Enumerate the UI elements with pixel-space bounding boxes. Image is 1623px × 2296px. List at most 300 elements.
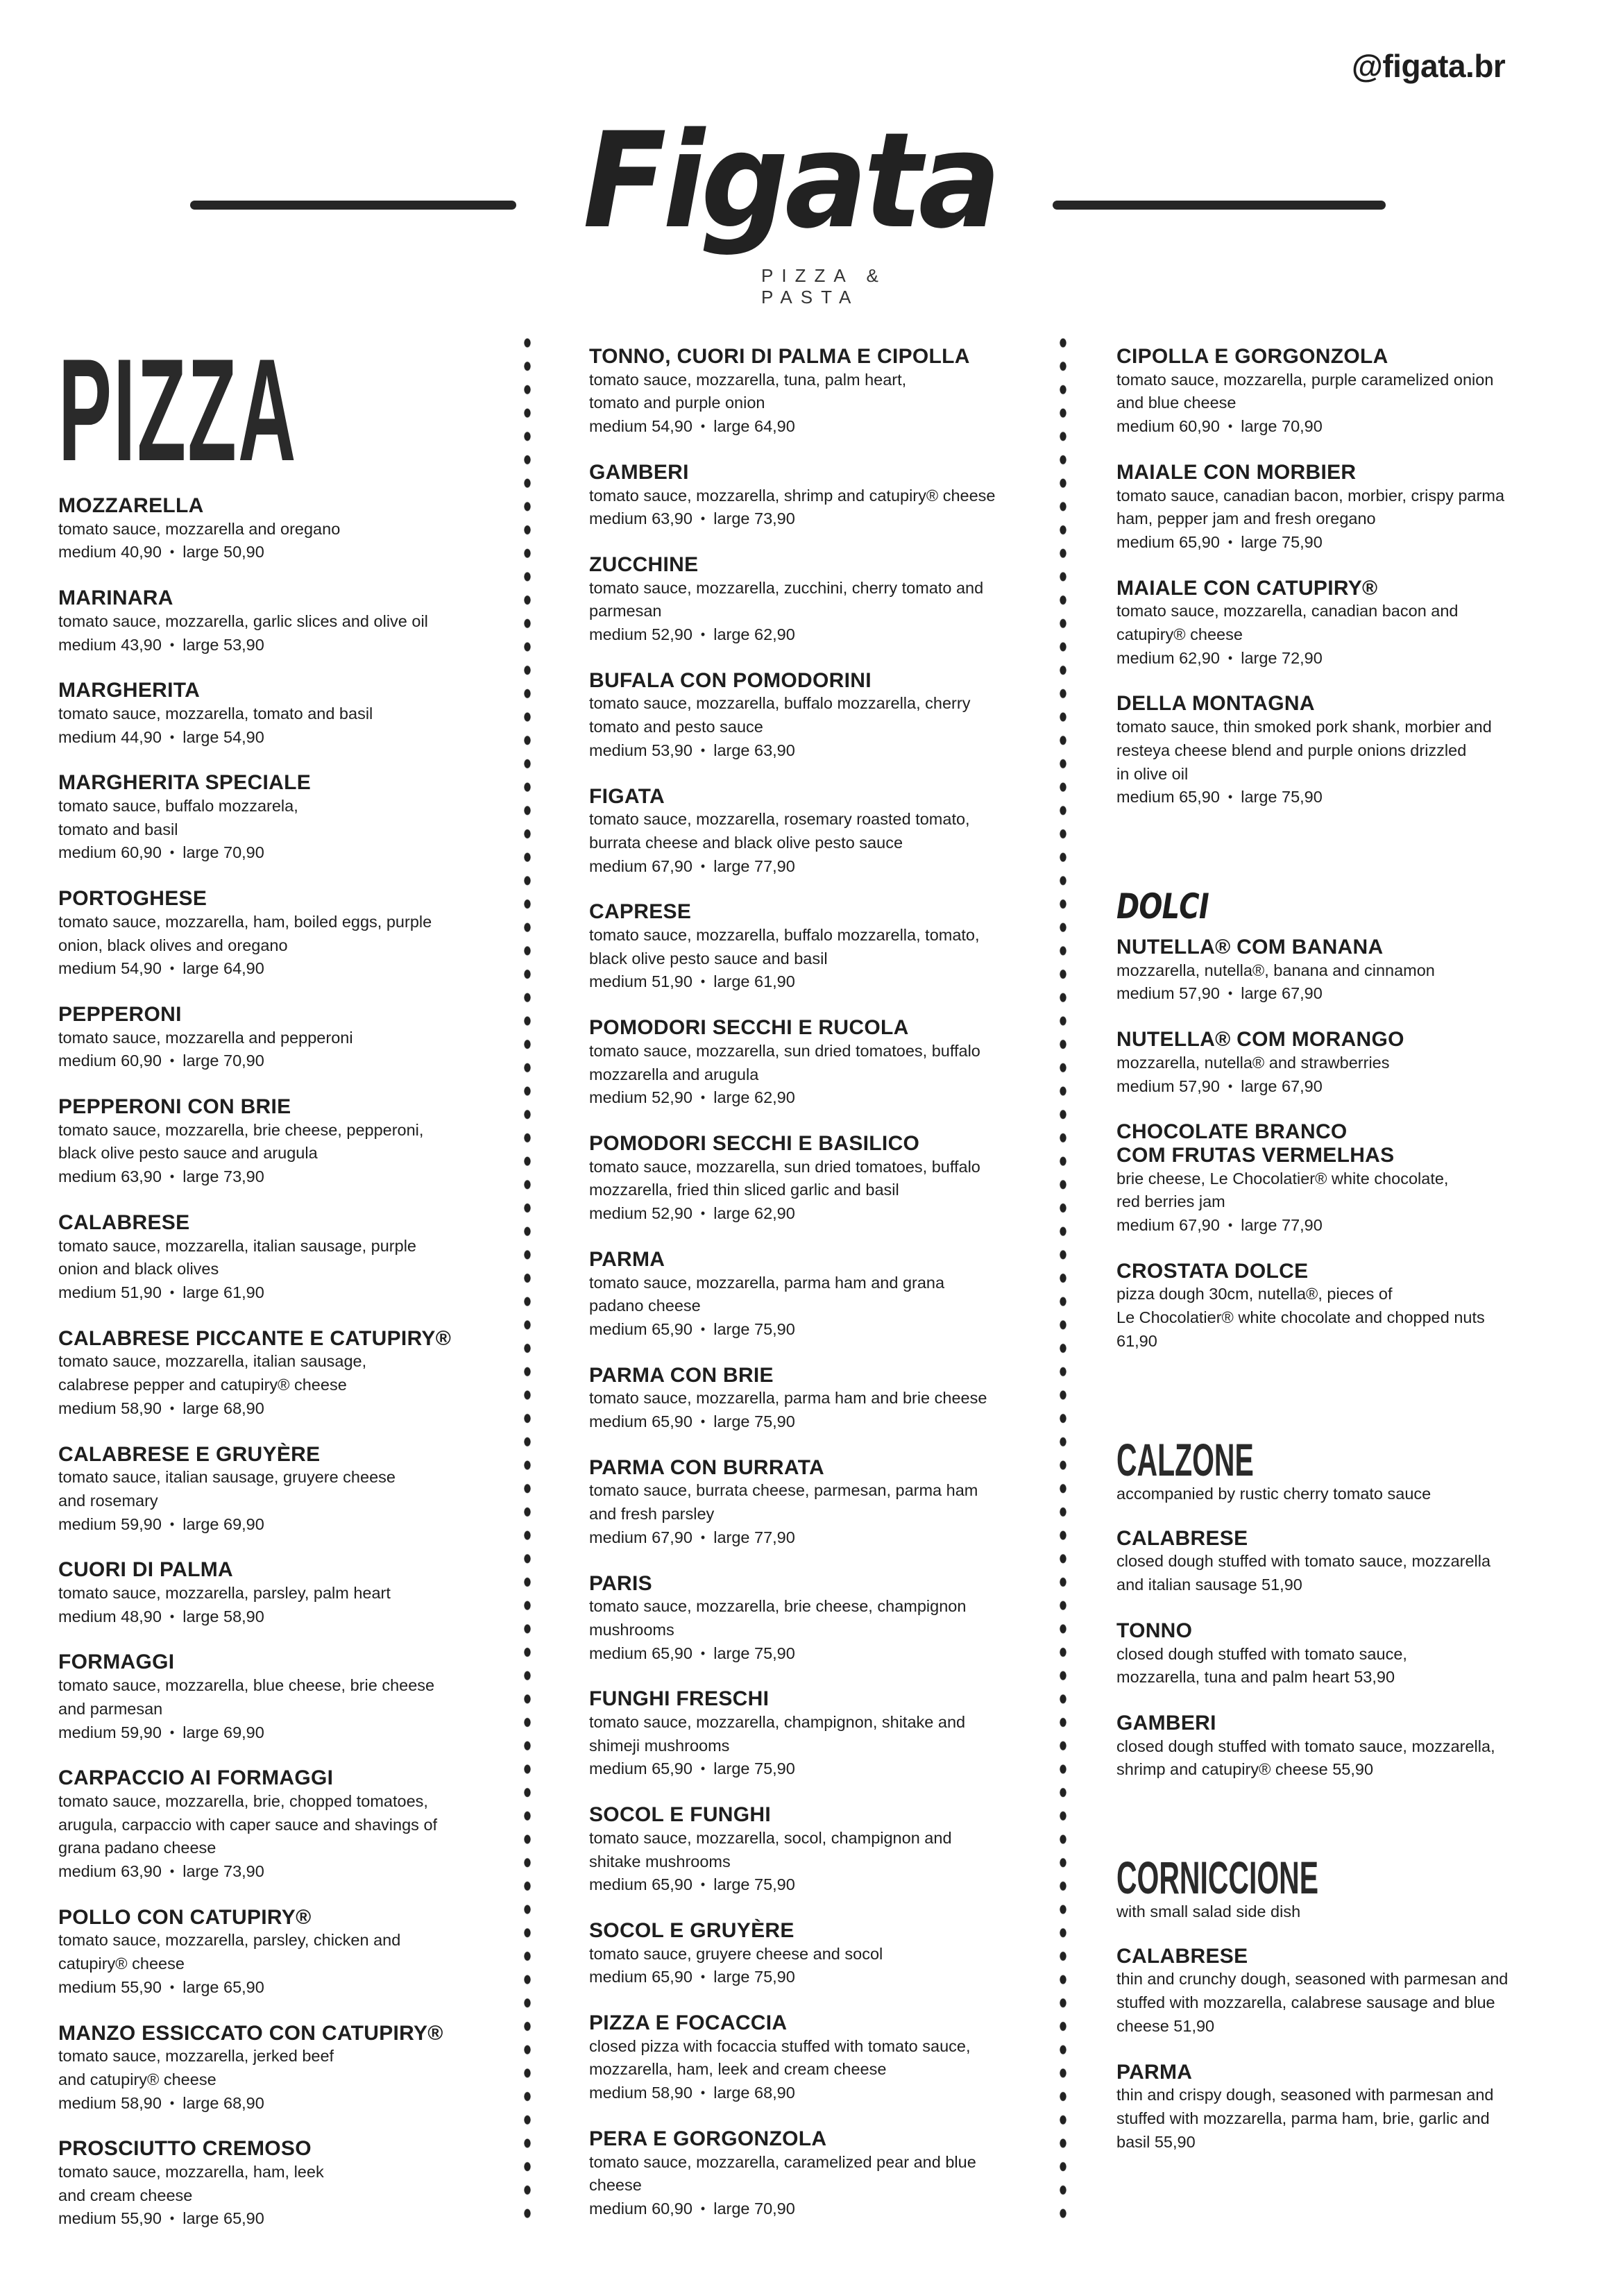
- item-name: CIPOLLA E GORGONZOLA: [1116, 345, 1388, 368]
- menu-item: [58, 1906, 537, 2000]
- item-prices: [58, 2207, 537, 2231]
- calzone-subtitle: accompanied by rustic cherry tomato sauce: [1116, 1485, 1431, 1503]
- price-medium: medium 62,90: [1116, 648, 1220, 667]
- menu-item: [58, 771, 537, 865]
- menu-item: [589, 1803, 1068, 1897]
- item-name: BUFALA CON POMODORINI: [589, 668, 872, 692]
- price-large: large 62,90: [713, 1204, 795, 1223]
- pizza-heading: PIZZA: [58, 328, 298, 491]
- price-medium: medium 44,90: [58, 727, 162, 746]
- price-large: large 50,90: [182, 543, 264, 562]
- logo-tagline: PIZZA & PASTA: [761, 265, 887, 307]
- price-separator-dot: •: [700, 974, 706, 989]
- price-large: large 77,90: [713, 856, 795, 875]
- item-description: tomato sauce, mozzarella, sun dried tomatoes, buffalo: [589, 1157, 980, 1176]
- item-name: TONNO: [1116, 1619, 1193, 1642]
- item-description: burrata cheese and black olive pesto sauce: [589, 833, 903, 852]
- price-large: large 61,90: [713, 972, 795, 991]
- item-name: POMODORI SECCHI E RUCOLA: [589, 1016, 909, 1040]
- price-medium: medium 60,90: [589, 2200, 692, 2218]
- item-prices: [1116, 415, 1595, 439]
- item-description: tomato sauce, mozzarella, tomato and basil: [58, 704, 373, 723]
- price-separator-dot: •: [700, 1415, 706, 1429]
- logo: [583, 104, 998, 307]
- price-separator-dot: •: [169, 2095, 175, 2110]
- price-large: large 53,90: [182, 635, 264, 654]
- price-medium: medium 65,90: [589, 1412, 692, 1431]
- item-description: tomato sauce, mozzarella, champignon, shitake and: [589, 1713, 966, 1732]
- item-name: POLLO CON CATUPIRY®: [58, 1905, 312, 1929]
- menu-item: [589, 1687, 1068, 1781]
- pizza-column-3: [1116, 345, 1595, 832]
- item-name: TONNO, CUORI DI PALMA E CIPOLLA: [589, 345, 970, 368]
- menu-item: [589, 1132, 1068, 1226]
- item-description: tomato and pesto sauce: [589, 718, 763, 736]
- item-description: grana padano cheese: [58, 1839, 216, 1857]
- item-prices: [58, 1605, 537, 1629]
- item-name: PARMA: [1116, 2060, 1193, 2084]
- price-large: large 54,90: [182, 727, 264, 746]
- price-large: large 65,90: [182, 1977, 264, 1996]
- price-medium: medium 58,90: [58, 2093, 162, 2112]
- calzone-heading: CALZONE: [1116, 1434, 1254, 1485]
- price-large: large 68,90: [182, 1399, 264, 1417]
- price-medium: medium 65,90: [1116, 788, 1220, 807]
- item-description: tomato sauce, mozzarella, ham, boiled eggs, purple: [58, 912, 432, 931]
- price-separator-dot: •: [169, 1401, 175, 1415]
- price-large: large 75,90: [1241, 788, 1323, 807]
- price-medium: medium 65,90: [589, 1875, 692, 1894]
- menu-item: [1116, 936, 1595, 1006]
- price-medium: medium 51,90: [58, 1283, 162, 1301]
- item-description: tomato sauce, mozzarella, italian sausage,: [58, 1352, 367, 1371]
- price-medium: medium 43,90: [58, 635, 162, 654]
- price-large: large 72,90: [1241, 648, 1323, 667]
- item-name: PORTOGHESE: [58, 887, 207, 911]
- dolci-section: [1116, 886, 1595, 1376]
- item-name: POMODORI SECCHI E BASILICO: [589, 1131, 920, 1155]
- item-name: GAMBERI: [589, 460, 689, 484]
- item-description: tomato sauce, mozzarella, purple caramelized onion: [1116, 370, 1494, 389]
- price-separator-dot: •: [169, 1609, 175, 1623]
- price-medium: medium 58,90: [58, 1399, 162, 1417]
- item-name: PERA E GORGONZOLA: [589, 2127, 827, 2150]
- menu-item: [1116, 1945, 1595, 2038]
- item-prices: [58, 1397, 537, 1421]
- menu-item: [589, 1016, 1068, 1110]
- menu-item: [589, 900, 1068, 994]
- price-separator-dot: •: [700, 1970, 706, 1984]
- menu-item: [58, 1651, 537, 1744]
- price-separator-dot: •: [1227, 534, 1233, 549]
- item-description: tomato sauce, italian sausage, gruyere cheese: [58, 1468, 396, 1487]
- item-name: MAIALE CON MORBIER: [1116, 460, 1357, 484]
- price-medium: medium 67,90: [589, 1528, 692, 1546]
- price-separator-dot: •: [169, 1285, 175, 1299]
- item-description: tomato sauce, canadian bacon, morbier, crispy parma: [1116, 486, 1505, 505]
- menu-item: [1116, 1619, 1595, 1689]
- item-description: mozzarella, fried thin sliced garlic and basil: [589, 1181, 899, 1199]
- menu-item: [58, 1766, 537, 1884]
- item-prices: [1116, 1075, 1595, 1099]
- item-prices: [589, 1966, 1068, 1989]
- price-medium: medium 55,90: [58, 1977, 162, 1996]
- price-separator-dot: •: [169, 2211, 175, 2226]
- item-description: in olive oil: [1116, 764, 1189, 783]
- price-large: large 70,90: [182, 1052, 264, 1070]
- price-separator-dot: •: [169, 1864, 175, 1879]
- item-description: tomato sauce, mozzarella, sun dried tomatoes, buffalo: [589, 1041, 980, 1060]
- item-prices: [589, 2197, 1068, 2221]
- item-description: tomato sauce, thin smoked pork shank, morbier and: [1116, 718, 1492, 736]
- item-description: ham, pepper jam and fresh oregano: [1116, 509, 1376, 528]
- item-prices: [58, 957, 537, 981]
- item-description: tomato sauce, burrata cheese, parmesan, parma ham: [589, 1481, 978, 1500]
- price-large: large 63,90: [713, 741, 795, 759]
- item-name: PEPPERONI: [58, 1002, 182, 1026]
- menu-item: [58, 1558, 537, 1628]
- item-name: ZUCCHINE: [589, 552, 699, 576]
- item-description: tomato sauce, mozzarella, buffalo mozzarella, cherry: [589, 694, 971, 713]
- menu-item: [1116, 2061, 1595, 2154]
- item-description: padano cheese: [589, 1297, 701, 1315]
- dolci-list: [1116, 936, 1595, 1353]
- item-description: thin and crispy dough, seasoned with parmesan and: [1116, 2086, 1494, 2104]
- menu-item: [589, 785, 1068, 879]
- corniccione-subtitle: with small salad side dish: [1116, 1902, 1301, 1921]
- price-medium: medium 40,90: [58, 543, 162, 562]
- item-name: MARGHERITA SPECIALE: [58, 771, 312, 795]
- price-medium: medium 59,90: [58, 1514, 162, 1533]
- item-prices: [589, 415, 1068, 439]
- item-prices: [1116, 647, 1595, 670]
- item-name: CALABRESE: [1116, 1526, 1248, 1550]
- item-prices: [589, 507, 1068, 531]
- item-prices: [58, 2092, 537, 2116]
- item-prices: [58, 1860, 537, 1884]
- menu-item: [589, 669, 1068, 763]
- item-description: mozzarella, nutella® and strawberries: [1116, 1053, 1390, 1072]
- item-name: MARINARA: [58, 586, 173, 610]
- item-description: onion and black olives: [58, 1260, 219, 1278]
- item-description: closed dough stuffed with tomato sauce, mozzarella,: [1116, 1737, 1495, 1755]
- price-large: large 70,90: [1241, 417, 1323, 436]
- item-description: red berries jam: [1116, 1192, 1225, 1211]
- menu-item: [1116, 345, 1595, 439]
- menu-item: [1116, 1527, 1595, 1597]
- price-medium: medium 67,90: [589, 856, 692, 875]
- menu-item: [589, 2127, 1068, 2221]
- item-description: tomato sauce, buffalo mozzarela,: [58, 797, 298, 816]
- price-medium: medium 65,90: [589, 1644, 692, 1662]
- item-name: GAMBERI: [1116, 1711, 1216, 1734]
- item-description: tomato sauce, mozzarella, rosemary roasted tomato,: [589, 810, 970, 829]
- price-separator-dot: •: [169, 845, 175, 860]
- item-name: PIZZA E FOCACCIA: [589, 2011, 788, 2035]
- item-description: resteya cheese blend and purple onions drizzled: [1116, 741, 1467, 759]
- item-prices: [589, 623, 1068, 647]
- item-prices: [589, 1873, 1068, 1897]
- price-separator-dot: •: [700, 1322, 706, 1336]
- price-large: large 75,90: [1241, 532, 1323, 551]
- item-name: CUORI DI PALMA: [58, 1558, 233, 1582]
- menu-item: [58, 2137, 537, 2231]
- price-separator-dot: •: [1227, 650, 1233, 665]
- price-large: large 62,90: [713, 1088, 795, 1107]
- price-medium: medium 52,90: [589, 1204, 692, 1223]
- price-large: large 58,90: [182, 1607, 264, 1626]
- price-medium: medium 67,90: [1116, 1216, 1220, 1235]
- item-prices: [58, 1721, 537, 1745]
- item-description: and fresh parsley: [589, 1505, 715, 1523]
- pizza-column-1: [58, 494, 537, 2253]
- item-description: and italian sausage 51,90: [1116, 1576, 1302, 1594]
- calzone-list: [1116, 1527, 1595, 1782]
- menu-item: [1116, 1712, 1595, 1782]
- item-description: tomato and purple onion: [589, 394, 765, 412]
- item-name: PARMA CON BRIE: [589, 1363, 774, 1387]
- item-name: MOZZARELLA: [58, 494, 204, 517]
- menu-item: [589, 1456, 1068, 1550]
- item-prices: [58, 1976, 537, 2000]
- item-description: onion, black olives and oregano: [58, 936, 288, 954]
- item-prices: [589, 1526, 1068, 1550]
- price-large: large 73,90: [713, 509, 795, 528]
- item-description: black olive pesto sauce and basil: [589, 949, 828, 968]
- price-medium: medium 57,90: [1116, 1077, 1220, 1095]
- item-description: stuffed with mozzarella, calabrese sausage and blue: [1116, 1993, 1495, 2012]
- price-medium: medium 51,90: [589, 972, 692, 991]
- item-description: mozzarella and arugula: [589, 1065, 759, 1083]
- item-description: tomato sauce, mozzarella and oregano: [58, 519, 341, 538]
- item-description: tomato sauce, mozzarella, parma ham and brie cheese: [589, 1389, 987, 1408]
- price-medium: medium 65,90: [589, 1968, 692, 1986]
- price-medium: medium 60,90: [58, 1052, 162, 1070]
- item-prices: [589, 1642, 1068, 1666]
- item-name: MARGHERITA: [58, 679, 201, 702]
- price-separator-dot: •: [169, 1054, 175, 1068]
- item-description: black olive pesto sauce and arugula: [58, 1144, 318, 1163]
- price-separator-dot: •: [700, 1090, 706, 1105]
- menu-item: [1116, 1028, 1595, 1098]
- item-prices: [58, 541, 537, 564]
- price-medium: medium 52,90: [589, 1088, 692, 1107]
- price-large: large 73,90: [182, 1167, 264, 1186]
- price-medium: medium 63,90: [589, 509, 692, 528]
- item-prices: [589, 1318, 1068, 1342]
- price-separator-dot: •: [169, 545, 175, 559]
- item-description: mozzarella, tuna and palm heart 53,90: [1116, 1668, 1395, 1687]
- corniccione-heading: CORNICCIONE: [1116, 1852, 1319, 1903]
- item-description: cheese 51,90: [1116, 2016, 1215, 2035]
- menu-item: [1116, 461, 1595, 555]
- price-medium: medium 65,90: [1116, 532, 1220, 551]
- price-separator-dot: •: [700, 743, 706, 757]
- item-prices: [1116, 531, 1595, 555]
- item-prices: [58, 1513, 537, 1537]
- item-prices: [58, 1281, 537, 1305]
- menu-item: [58, 1095, 537, 1189]
- price-separator-dot: •: [169, 1517, 175, 1531]
- item-name: FIGATA: [589, 784, 665, 808]
- instagram-handle: @figata.br: [1352, 48, 1506, 84]
- price-medium: medium 65,90: [589, 1319, 692, 1338]
- price-separator-dot: •: [700, 1206, 706, 1221]
- price-medium: medium 63,90: [58, 1167, 162, 1186]
- item-description: tomato sauce, mozzarella, parsley, chicken and: [58, 1931, 401, 1950]
- item-description: basil 55,90: [1116, 2132, 1196, 2151]
- item-prices: [58, 1165, 537, 1189]
- price-medium: medium 54,90: [589, 417, 692, 436]
- price-medium: medium 52,90: [589, 625, 692, 644]
- price-large: large 77,90: [713, 1528, 795, 1546]
- price-separator-dot: •: [700, 419, 706, 434]
- item-description: brie cheese, Le Chocolatier® white chocolate,: [1116, 1169, 1449, 1188]
- item-prices: [1116, 1214, 1595, 1238]
- price-separator-dot: •: [700, 627, 706, 642]
- item-prices: [1116, 786, 1595, 809]
- item-description: mozzarella, ham, leek and cream cheese: [589, 2060, 887, 2079]
- price-large: large 64,90: [182, 959, 264, 978]
- price-medium: medium 57,90: [1116, 984, 1220, 1003]
- item-name: CROSTATA DOLCE: [1116, 1259, 1309, 1283]
- item-description: mushrooms: [589, 1620, 674, 1639]
- item-name: DELLA MONTAGNA: [1116, 692, 1315, 716]
- header-rule-left: [190, 201, 516, 210]
- price-large: large 75,90: [713, 1319, 795, 1338]
- item-description: tomato sauce, mozzarella, shrimp and catupiry® cheese: [589, 486, 996, 505]
- price-large: large 68,90: [713, 2084, 795, 2102]
- price-large: large 69,90: [182, 1514, 264, 1533]
- price-medium: medium 60,90: [58, 843, 162, 862]
- price-large: large 75,90: [713, 1759, 795, 1778]
- item-name: MAIALE CON CATUPIRY®: [1116, 576, 1378, 600]
- item-prices: [58, 841, 537, 865]
- menu-item: [589, 2011, 1068, 2105]
- price-separator-dot: •: [169, 1980, 175, 1994]
- price-separator-dot: •: [169, 729, 175, 744]
- menu-item: [589, 461, 1068, 531]
- item-name: NUTELLA® COM MORANGO: [1116, 1028, 1404, 1052]
- price-separator-dot: •: [700, 1646, 706, 1660]
- item-description: and catupiry® cheese: [58, 2070, 216, 2088]
- item-description: tomato sauce, mozzarella, brie, chopped tomatoes,: [58, 1791, 428, 1810]
- menu-item: [589, 553, 1068, 647]
- item-description: tomato sauce, mozzarella, italian sausage, purple: [58, 1236, 416, 1255]
- price-medium: medium 53,90: [589, 741, 692, 759]
- corniccione-list: [1116, 1945, 1595, 2154]
- item-description: tomato sauce, mozzarella, parma ham and grana: [589, 1273, 945, 1292]
- menu-item: [589, 345, 1068, 439]
- item-description: thin and crunchy dough, seasoned with parmesan and: [1116, 1970, 1509, 1989]
- item-description: calabrese pepper and catupiry® cheese: [58, 1376, 347, 1394]
- price-separator-dot: •: [700, 1530, 706, 1544]
- price-separator-dot: •: [1227, 1218, 1233, 1233]
- pizza-column-2: [589, 345, 1068, 2243]
- price-large: large 64,90: [713, 417, 795, 436]
- menu-item: [589, 1572, 1068, 1666]
- item-description: and parmesan: [58, 1699, 163, 1718]
- item-name: PROSCIUTTO CREMOSO: [58, 2137, 312, 2161]
- item-description: pizza dough 30cm, nutella®, pieces of: [1116, 1285, 1393, 1303]
- item-description: shimeji mushrooms: [589, 1736, 730, 1755]
- price-large: large 70,90: [182, 843, 264, 862]
- item-prices: [58, 1049, 537, 1073]
- item-name: CALABRESE PICCANTE E CATUPIRY®: [58, 1326, 452, 1350]
- item-description: tomato sauce, mozzarella, ham, leek: [58, 2163, 324, 2181]
- menu-item: [1116, 1260, 1595, 1353]
- item-description: and rosemary: [58, 1491, 158, 1510]
- item-name: CALABRESE: [58, 1210, 190, 1234]
- item-prices: [58, 726, 537, 750]
- item-prices: [589, 2082, 1068, 2105]
- item-description: and cream cheese: [58, 2186, 193, 2204]
- menu-item: [58, 887, 537, 981]
- price-medium: medium 60,90: [1116, 417, 1220, 436]
- item-description: mozzarella, nutella®, banana and cinnamon: [1116, 961, 1435, 979]
- price-large: large 75,90: [713, 1412, 795, 1431]
- item-description: tomato sauce, mozzarella, zucchini, cherry tomato and: [589, 578, 984, 597]
- item-description: tomato sauce, mozzarella, buffalo mozzarella, tomato,: [589, 926, 980, 945]
- menu-item: [58, 2022, 537, 2116]
- item-description: tomato sauce, mozzarella, brie cheese, pepperoni,: [58, 1120, 424, 1139]
- menu-item: [58, 1003, 537, 1073]
- price-large: large 75,90: [713, 1875, 795, 1894]
- item-name: CALABRESE: [1116, 1944, 1248, 1968]
- item-description: catupiry® cheese: [1116, 625, 1243, 644]
- item-name: FORMAGGI: [58, 1651, 175, 1674]
- item-description: arugula, carpaccio with caper sauce and shavings of: [58, 1815, 438, 1834]
- price-separator-dot: •: [700, 512, 706, 526]
- menu-item: [1116, 577, 1595, 670]
- item-name: CALABRESE E GRUYÈRE: [58, 1442, 321, 1466]
- item-name: PARMA: [589, 1247, 665, 1271]
- item-name: PEPPERONI CON BRIE: [58, 1095, 291, 1119]
- item-description: closed dough stuffed with tomato sauce,: [1116, 1644, 1407, 1663]
- item-prices: [589, 1202, 1068, 1226]
- price-large: large 62,90: [713, 625, 795, 644]
- price-separator-dot: •: [169, 1170, 175, 1184]
- item-description: closed dough stuffed with tomato sauce, mozzarella: [1116, 1552, 1491, 1571]
- price-medium: medium 55,90: [58, 2209, 162, 2228]
- price-large: large 77,90: [1241, 1216, 1323, 1235]
- price-large: large 68,90: [182, 2093, 264, 2112]
- price-separator-dot: •: [169, 1725, 175, 1739]
- item-prices: [589, 970, 1068, 994]
- menu-item: [589, 1248, 1068, 1342]
- item-prices: [1116, 982, 1595, 1006]
- menu-item: [1116, 692, 1595, 809]
- item-prices: [589, 1410, 1068, 1434]
- menu-item: [58, 586, 537, 657]
- item-description: and blue cheese: [1116, 394, 1237, 412]
- price-separator-dot: •: [700, 1762, 706, 1776]
- menu-item: [1116, 1120, 1595, 1238]
- item-name: FUNGHI FRESCHI: [589, 1687, 770, 1711]
- item-description: tomato sauce, mozzarella and pepperoni: [58, 1028, 353, 1047]
- price-separator-dot: •: [1227, 1079, 1233, 1093]
- item-description: tomato sauce, mozzarella, parsley, palm heart: [58, 1584, 391, 1603]
- item-description: tomato sauce, mozzarella, caramelized pear and blue: [589, 2152, 976, 2171]
- price-medium: medium 58,90: [589, 2084, 692, 2102]
- item-description: tomato sauce, mozzarella, tuna, palm heart,: [589, 370, 907, 389]
- item-description: tomato sauce, mozzarella, garlic slices and olive oil: [58, 611, 428, 630]
- item-description: tomato sauce, mozzarella, jerked beef: [58, 2047, 334, 2066]
- price-large: large 73,90: [182, 1862, 264, 1881]
- item-prices: [589, 1757, 1068, 1781]
- item-description: shrimp and catupiry® cheese 55,90: [1116, 1760, 1374, 1779]
- menu-item: [589, 1364, 1068, 1434]
